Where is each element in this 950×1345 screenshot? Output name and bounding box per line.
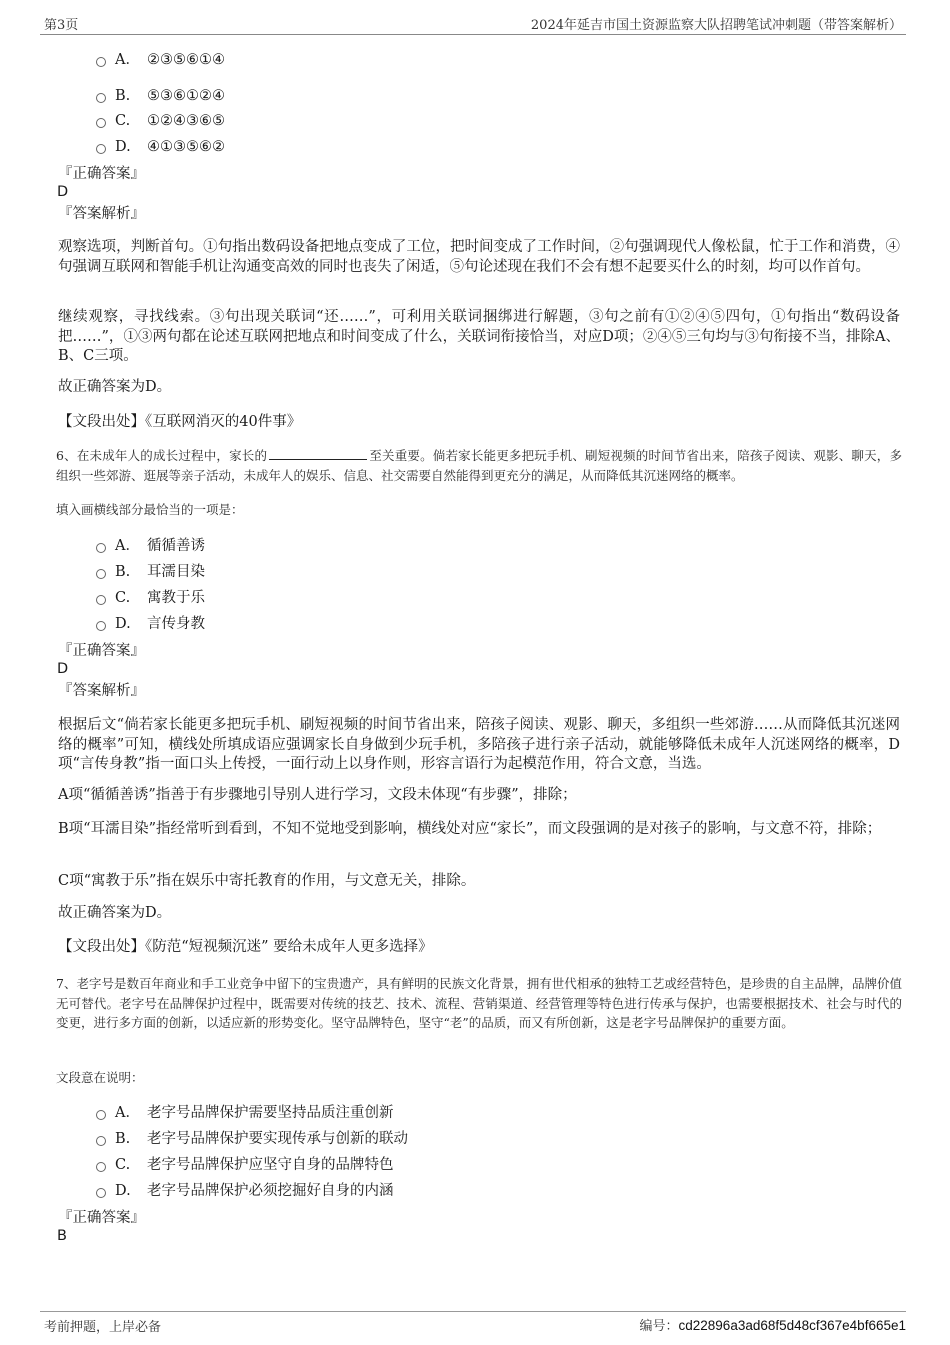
q6-analysis-option-c: C项“寓教于乐”指在娱乐中寄托教育的作用，与文意无关，排除。 bbox=[58, 873, 476, 889]
radio-icon[interactable] bbox=[96, 1162, 106, 1172]
radio-icon[interactable] bbox=[96, 1188, 106, 1198]
q6-stem: 6、在未成年人的成长过程中，家长的 至关重要。倘若家长能更多把玩手机、刷短视频的时间节省出来，陪孩子阅读、观影、聊天，多组织一些郊游、逛展等亲子活动，未成年人的娱乐、信息、社交需要自然能得到更充分的满足，从而降低其沉迷网络的概率。 bbox=[56, 448, 902, 483]
q5-answer: D bbox=[57, 184, 69, 200]
q5-option-a[interactable]: A． ②③⑤⑥①④ bbox=[96, 51, 225, 69]
q6-source: 【文段出处】《防范“短视频沉迷” 要给未成年人更多选择》 bbox=[58, 939, 433, 955]
radio-icon[interactable] bbox=[96, 93, 106, 103]
radio-icon[interactable] bbox=[96, 57, 106, 67]
q7-answer: B bbox=[57, 1228, 67, 1244]
radio-icon[interactable] bbox=[96, 569, 106, 579]
q5-analysis-paragraph: 观察选项，判断首句。①句指出数码设备把地点变成了工位，把时间变成了工作时间，②句强调现代人像松鼠，忙于工作和消费，④句强调互联网和智能手机让沟通变高效的同时也丧失了闲适，⑤句论述现在我们不会有想不起要买什么的时刻，均可以作首句。 bbox=[58, 239, 900, 275]
q5-option-d[interactable]: D. ④①③⑤⑥② bbox=[96, 138, 225, 156]
q7-option-c[interactable]: C. 老字号品牌保护应坚守自身的品牌特色 bbox=[96, 1156, 394, 1174]
q6-prompt: 填入画横线部分最恰当的一项是： bbox=[56, 502, 244, 517]
page-header bbox=[40, 14, 906, 35]
q6-answer: D bbox=[57, 661, 69, 677]
radio-icon[interactable] bbox=[96, 118, 106, 128]
q6-option-c[interactable]: C. 寓教于乐 bbox=[96, 589, 205, 607]
q6-option-d[interactable]: D. 言传身教 bbox=[96, 615, 205, 633]
radio-icon[interactable] bbox=[96, 144, 106, 154]
q7-answer-label: 『正确答案』 bbox=[58, 1210, 145, 1226]
q6-option-a[interactable]: A． 循循善诱 bbox=[96, 537, 205, 555]
q5-answer-label: 『正确答案』 bbox=[58, 166, 145, 182]
q6-analysis-label: 『答案解析』 bbox=[58, 683, 145, 699]
q6-analysis-option-b: B项“耳濡目染”指经常听到看到，不知不觉地受到影响，横线处对应“家长”，而文段强调的是对孩子的影响，与文意不符，排除； bbox=[58, 821, 882, 837]
q7-stem: 7、老字号是数百年商业和手工业竞争中留下的宝贵遗产，具有鲜明的民族文化背景，拥有世代相承的独特工艺或经营特色，是珍贵的自主品牌，品牌价值无可替代。老字号在品牌保护过程中，既需要对传统的技艺、技术、流程、营销渠道、经营管理等特色进行传承与保护，也需要根据技术、社会与时代的变更，进行多方面的创新，以适应新的形势变化。坚守品牌特色，坚守“老”的品质，而又有所创新，这是老字号品牌保护的重要方面。 bbox=[56, 976, 902, 1030]
q5-analysis-conclusion: 故正确答案为D。 bbox=[58, 379, 172, 395]
q6-analysis-conclusion: 故正确答案为D。 bbox=[58, 905, 172, 921]
q5-source: 【文段出处】《互联网消灭的40件事》 bbox=[58, 414, 302, 430]
q7-option-d[interactable]: D. 老字号品牌保护必须挖掘好自身的内涵 bbox=[96, 1182, 394, 1200]
q5-analysis-label: 『答案解析』 bbox=[58, 206, 145, 222]
page-footer bbox=[40, 1311, 906, 1334]
radio-icon[interactable] bbox=[96, 1110, 106, 1120]
q7-option-b[interactable]: B. 老字号品牌保护要实现传承与创新的联动 bbox=[96, 1130, 408, 1148]
q5-option-b[interactable]: B. ⑤③⑥①②④ bbox=[96, 87, 225, 105]
q6-analysis-option-a: A项“循循善诱”指善于有步骤地引导别人进行学习，文段未体现“有步骤”，排除； bbox=[58, 787, 577, 803]
radio-icon[interactable] bbox=[96, 1136, 106, 1146]
q6-option-b[interactable]: B. 耳濡目染 bbox=[96, 563, 205, 581]
document-code: 编号：cd22896a3ad68f5d48cf367e4bf665e1 bbox=[639, 1318, 906, 1334]
radio-icon[interactable] bbox=[96, 595, 106, 605]
q5-option-c[interactable]: C. ①②④③⑥⑤ bbox=[96, 112, 225, 130]
radio-icon[interactable] bbox=[96, 543, 106, 553]
fill-blank bbox=[269, 459, 367, 460]
q7-prompt: 文段意在说明： bbox=[56, 1070, 144, 1085]
q5-analysis-paragraph: 继续观察，寻找线索。③句出现关联词“还……”，可利用关联词捆绑进行解题，③句之前有①②④⑤四句，①句指出“数码设备把……”，①③两句都在论述互联网把地点和时间变成了什么，关联词衔接恰当，对应D项；②④⑤三句均与③句衔接不当，排除A、B、C三项。 bbox=[58, 309, 900, 364]
page-number: 第3页 bbox=[44, 18, 79, 33]
document-title: 2024年延吉市国土资源监察大队招聘笔试冲刺题（带答案解析） bbox=[530, 18, 902, 33]
q7-option-a[interactable]: A． 老字号品牌保护需要坚持品质注重创新 bbox=[96, 1104, 394, 1122]
q6-analysis-paragraph: 根据后文“倘若家长能更多把玩手机、刷短视频的时间节省出来，陪孩子阅读、观影、聊天，多组织一些郊游……从而降低其沉迷网络的概率”可知，横线处所填成语应强调家长自身做到少玩手机，多陪孩子进行亲子活动，就能够降低未成年人沉迷网络的概率，D项“言传身教”指一面口头上传授，一面行动上以身作则，形容言语行为起模范作用，符合文意，当选。 bbox=[58, 717, 900, 772]
radio-icon[interactable] bbox=[96, 621, 106, 631]
footer-slogan: 考前押题，上岸必备 bbox=[44, 1320, 162, 1335]
q6-answer-label: 『正确答案』 bbox=[58, 643, 145, 659]
